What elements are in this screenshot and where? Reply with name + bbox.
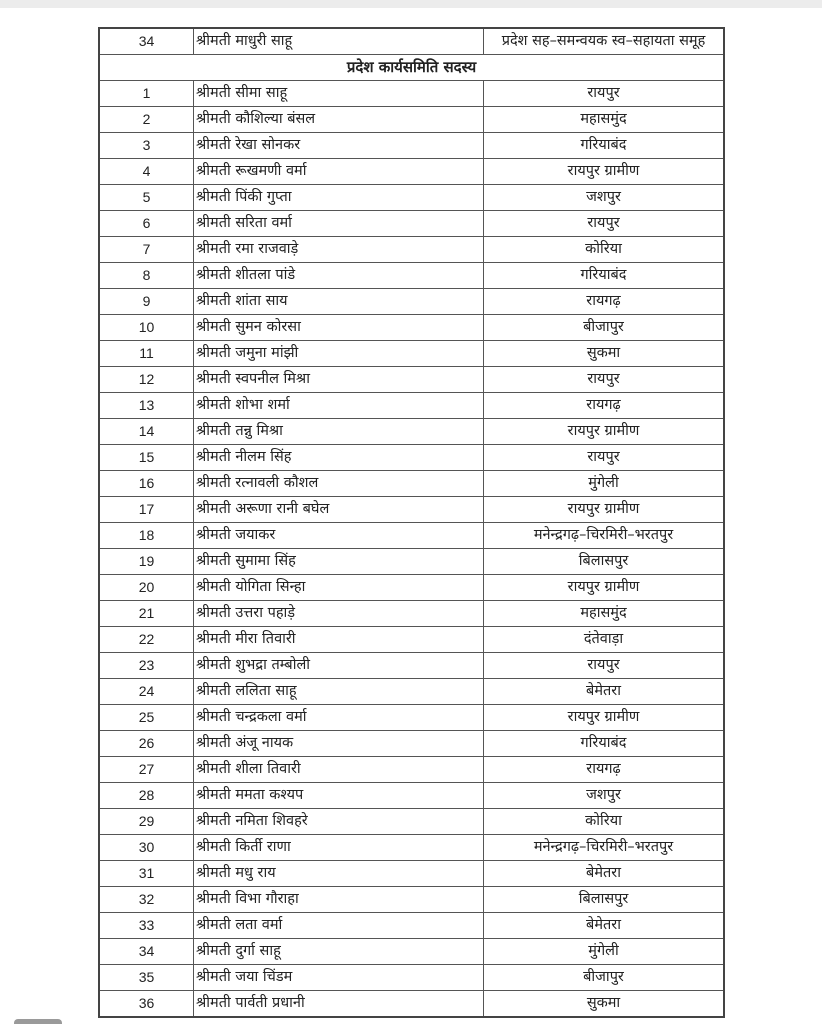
- member-name: श्रीमती जयाकर: [194, 523, 484, 549]
- member-name: श्रीमती स्वपनील मिश्रा: [194, 367, 484, 393]
- member-name: श्रीमती रेखा सोनकर: [194, 133, 484, 159]
- serial-number: 28: [99, 783, 194, 809]
- member-name: श्रीमती शांता साय: [194, 289, 484, 315]
- member-name: श्रीमती उत्तरा पहाड़े: [194, 601, 484, 627]
- member-district: रायपुर: [484, 81, 725, 107]
- member-district: जशपुर: [484, 783, 725, 809]
- serial-number: 18: [99, 523, 194, 549]
- table-row: [99, 28, 724, 55]
- serial-number: 20: [99, 575, 194, 601]
- serial-number: 11: [99, 341, 194, 367]
- table-row: [99, 211, 724, 237]
- table-row: [99, 861, 724, 887]
- scrollbar-thumb[interactable]: [14, 1019, 62, 1024]
- member-district: रायपुर ग्रामीण: [484, 419, 725, 445]
- serial-number: 34: [99, 28, 194, 55]
- member-name: श्रीमती सुमामा सिंह: [194, 549, 484, 575]
- member-name: श्रीमती किर्ती राणा: [194, 835, 484, 861]
- table-row: [99, 185, 724, 211]
- serial-number: 30: [99, 835, 194, 861]
- member-district: बेमेतरा: [484, 861, 725, 887]
- member-district: रायपुर ग्रामीण: [484, 705, 725, 731]
- table-row: [99, 237, 724, 263]
- table-row: [99, 263, 724, 289]
- member-name: श्रीमती सीमा साहू: [194, 81, 484, 107]
- member-name: श्रीमती शुभद्रा तम्बोली: [194, 653, 484, 679]
- serial-number: 32: [99, 887, 194, 913]
- member-district: मुंगेली: [484, 471, 725, 497]
- member-district: सुकमा: [484, 991, 725, 1018]
- member-district: दंतेवाड़ा: [484, 627, 725, 653]
- table-row: [99, 315, 724, 341]
- table-row: [99, 575, 724, 601]
- table-row: [99, 393, 724, 419]
- table-row: [99, 627, 724, 653]
- member-name: श्रीमती पिंकी गुप्ता: [194, 185, 484, 211]
- member-district: रायगढ़: [484, 393, 725, 419]
- serial-number: 21: [99, 601, 194, 627]
- serial-number: 1: [99, 81, 194, 107]
- member-district: कोरिया: [484, 237, 725, 263]
- serial-number: 7: [99, 237, 194, 263]
- member-district: बेमेतरा: [484, 679, 725, 705]
- serial-number: 14: [99, 419, 194, 445]
- table-row: [99, 341, 724, 367]
- member-district: मनेन्द्रगढ़–चिरमिरी–भरतपुर: [484, 835, 725, 861]
- serial-number: 8: [99, 263, 194, 289]
- member-district: जशपुर: [484, 185, 725, 211]
- table-row: [99, 601, 724, 627]
- member-district: बिलासपुर: [484, 549, 725, 575]
- member-name: श्रीमती रमा राजवाड़े: [194, 237, 484, 263]
- member-district: रायगढ़: [484, 289, 725, 315]
- table-row: [99, 965, 724, 991]
- member-name: श्रीमती दुर्गा साहू: [194, 939, 484, 965]
- serial-number: 33: [99, 913, 194, 939]
- table-row: [99, 705, 724, 731]
- members-table: [98, 27, 725, 1018]
- serial-number: 19: [99, 549, 194, 575]
- serial-number: 24: [99, 679, 194, 705]
- table-row: [99, 445, 724, 471]
- table-row: [99, 757, 724, 783]
- table-row: [99, 289, 724, 315]
- table-row: [99, 835, 724, 861]
- table-row: [99, 523, 724, 549]
- section-header-row: [99, 55, 724, 81]
- member-district: बीजापुर: [484, 315, 725, 341]
- member-designation: प्रदेश सह–समन्वयक स्व–सहायता समूह: [484, 28, 725, 55]
- table-row: [99, 107, 724, 133]
- table-row: [99, 653, 724, 679]
- serial-number: 3: [99, 133, 194, 159]
- member-name: श्रीमती जया चिंडम: [194, 965, 484, 991]
- table-row: [99, 731, 724, 757]
- table-row: [99, 679, 724, 705]
- serial-number: 26: [99, 731, 194, 757]
- serial-number: 4: [99, 159, 194, 185]
- member-district: बिलासपुर: [484, 887, 725, 913]
- serial-number: 34: [99, 939, 194, 965]
- table-row: [99, 367, 724, 393]
- serial-number: 35: [99, 965, 194, 991]
- serial-number: 22: [99, 627, 194, 653]
- table-row: [99, 939, 724, 965]
- member-name: श्रीमती विभा गौराहा: [194, 887, 484, 913]
- member-name: श्रीमती तन्नु मिश्रा: [194, 419, 484, 445]
- member-district: मनेन्द्रगढ़–चिरमिरी–भरतपुर: [484, 523, 725, 549]
- member-name: श्रीमती ममता कश्यप: [194, 783, 484, 809]
- serial-number: 10: [99, 315, 194, 341]
- member-district: रायपुर ग्रामीण: [484, 159, 725, 185]
- member-district: कोरिया: [484, 809, 725, 835]
- serial-number: 9: [99, 289, 194, 315]
- table-row: [99, 497, 724, 523]
- member-district: गरियाबंद: [484, 133, 725, 159]
- member-district: रायपुर: [484, 367, 725, 393]
- member-district: बेमेतरा: [484, 913, 725, 939]
- member-district: रायपुर: [484, 211, 725, 237]
- member-district: रायगढ़: [484, 757, 725, 783]
- section-title: प्रदेश कार्यसमिति सदस्य: [99, 55, 724, 81]
- table-row: [99, 887, 724, 913]
- member-district: महासमुंद: [484, 601, 725, 627]
- table-row: [99, 809, 724, 835]
- member-name: श्रीमती योगिता सिन्हा: [194, 575, 484, 601]
- member-name: श्रीमती मीरा तिवारी: [194, 627, 484, 653]
- serial-number: 13: [99, 393, 194, 419]
- serial-number: 5: [99, 185, 194, 211]
- member-name: श्रीमती मधु राय: [194, 861, 484, 887]
- member-district: मुंगेली: [484, 939, 725, 965]
- member-name: श्रीमती माधुरी साहू: [194, 28, 484, 55]
- serial-number: 17: [99, 497, 194, 523]
- member-district: बीजापुर: [484, 965, 725, 991]
- member-district: रायपुर: [484, 445, 725, 471]
- serial-number: 29: [99, 809, 194, 835]
- serial-number: 36: [99, 991, 194, 1018]
- table-row: [99, 549, 724, 575]
- serial-number: 15: [99, 445, 194, 471]
- member-district: सुकमा: [484, 341, 725, 367]
- member-district: महासमुंद: [484, 107, 725, 133]
- member-name: श्रीमती चन्द्रकला वर्मा: [194, 705, 484, 731]
- serial-number: 27: [99, 757, 194, 783]
- member-name: श्रीमती पार्वती प्रधानी: [194, 991, 484, 1018]
- serial-number: 31: [99, 861, 194, 887]
- serial-number: 16: [99, 471, 194, 497]
- member-name: श्रीमती शीतला पांडे: [194, 263, 484, 289]
- member-district: रायपुर ग्रामीण: [484, 575, 725, 601]
- table-row: [99, 133, 724, 159]
- member-name: श्रीमती सरिता वर्मा: [194, 211, 484, 237]
- member-district: रायपुर ग्रामीण: [484, 497, 725, 523]
- member-name: श्रीमती अरूणा रानी बघेल: [194, 497, 484, 523]
- serial-number: 12: [99, 367, 194, 393]
- member-name: श्रीमती अंजू नायक: [194, 731, 484, 757]
- member-name: श्रीमती कौशिल्या बंसल: [194, 107, 484, 133]
- table-row: [99, 159, 724, 185]
- member-name: श्रीमती रूखमणी वर्मा: [194, 159, 484, 185]
- serial-number: 25: [99, 705, 194, 731]
- viewer-top-bar: [0, 0, 822, 8]
- member-name: श्रीमती रत्नावली कौशल: [194, 471, 484, 497]
- member-name: श्रीमती शोभा शर्मा: [194, 393, 484, 419]
- table-row: [99, 419, 724, 445]
- member-name: श्रीमती शीला तिवारी: [194, 757, 484, 783]
- serial-number: 6: [99, 211, 194, 237]
- member-district: गरियाबंद: [484, 731, 725, 757]
- serial-number: 2: [99, 107, 194, 133]
- member-name: श्रीमती नमिता शिवहरे: [194, 809, 484, 835]
- table-row: [99, 913, 724, 939]
- member-district: रायपुर: [484, 653, 725, 679]
- member-name: श्रीमती ललिता साहू: [194, 679, 484, 705]
- member-district: गरियाबंद: [484, 263, 725, 289]
- table-row: [99, 783, 724, 809]
- table-row: [99, 991, 724, 1018]
- member-name: श्रीमती लता वर्मा: [194, 913, 484, 939]
- member-name: श्रीमती जमुना मांझी: [194, 341, 484, 367]
- table-row: [99, 471, 724, 497]
- member-name: श्रीमती नीलम सिंह: [194, 445, 484, 471]
- member-name: श्रीमती सुमन कोरसा: [194, 315, 484, 341]
- table-row: [99, 81, 724, 107]
- serial-number: 23: [99, 653, 194, 679]
